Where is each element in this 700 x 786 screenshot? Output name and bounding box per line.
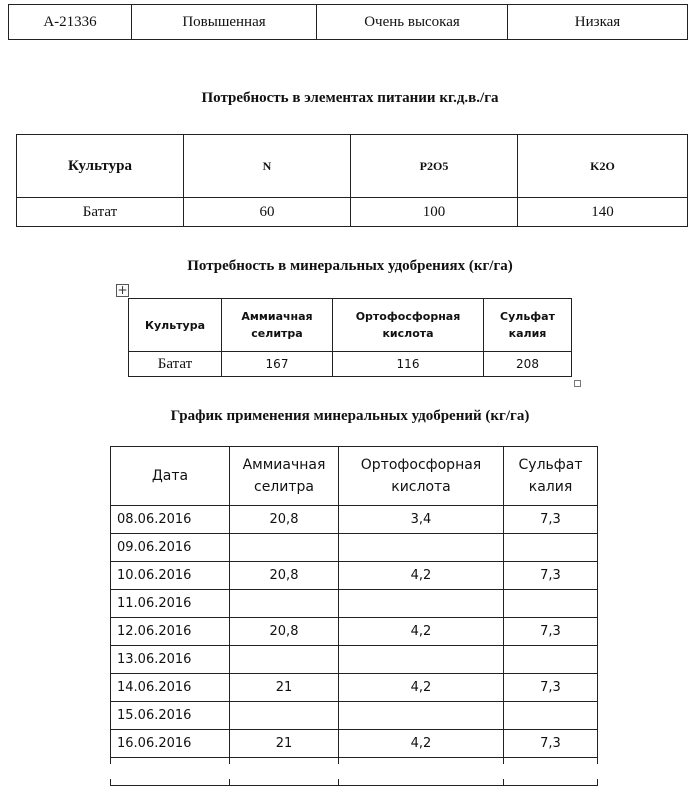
table-resize-handle[interactable] (574, 380, 581, 387)
nutrition-table (16, 134, 688, 227)
table-row (111, 646, 598, 674)
table-cell: 4,2 (339, 618, 504, 646)
table-cell: 4,2 (339, 674, 504, 702)
column-header: P2O5 (351, 135, 518, 198)
column-header: Аммиачная селитра (222, 299, 333, 352)
date-cell: 08.06.2016 (111, 506, 230, 534)
table-row (129, 352, 572, 377)
column-header: Дата (111, 447, 230, 506)
table-move-handle-icon[interactable]: + (117, 283, 128, 297)
table-cell: 7,3 (504, 506, 598, 534)
table-cell (230, 702, 339, 730)
table-cell: Низкая (508, 5, 688, 40)
table-cell (504, 534, 598, 562)
date-cell: 11.06.2016 (111, 590, 230, 618)
date-cell: 15.06.2016 (111, 702, 230, 730)
table-row (111, 702, 598, 730)
table-cell (339, 646, 504, 674)
schedule-title: График применения минеральных удобрений (кг/га) (170, 408, 530, 424)
column-header: Культура (129, 299, 222, 352)
table-cell (504, 646, 598, 674)
column-header: Ортофосфорная кислота (333, 299, 484, 352)
table-cell: 20,8 (230, 506, 339, 534)
column-header: Сульфат калия (504, 447, 598, 506)
nutrition-title: Потребность в элементах питании кг.д.в./га (201, 90, 499, 106)
date-cell: 09.06.2016 (111, 534, 230, 562)
mineral-table (128, 298, 572, 377)
date-cell: 13.06.2016 (111, 646, 230, 674)
table-row (17, 198, 688, 227)
mineral-title: Потребность в минеральных удобрениях (кг/га) (187, 258, 513, 274)
schedule-table (110, 446, 598, 786)
table-header-row (17, 135, 688, 198)
table-row (111, 590, 598, 618)
variety-code-cell: А-21336 (9, 5, 132, 40)
variety-table (8, 4, 688, 40)
table-cell: 100 (351, 198, 518, 227)
column-header: Ортофосфорная кислота (339, 447, 504, 506)
table-cell: 21 (230, 674, 339, 702)
table-cell: 140 (518, 198, 688, 227)
table-cell: 7,3 (504, 674, 598, 702)
table-cell: 4,2 (339, 730, 504, 758)
table-cell (339, 590, 504, 618)
table-cell: Батат (17, 198, 184, 227)
table-cell: 60 (184, 198, 351, 227)
schedule-body (111, 506, 598, 786)
table-cell: 3,4 (339, 506, 504, 534)
table-header-row (111, 447, 598, 506)
table-row (111, 506, 598, 534)
table-row (111, 534, 598, 562)
date-cell: 14.06.2016 (111, 674, 230, 702)
table-cell (230, 534, 339, 562)
table-cell: 167 (222, 352, 333, 377)
table-cell: 208 (484, 352, 572, 377)
table-cell: 116 (333, 352, 484, 377)
table-cell (339, 702, 504, 730)
date-cell: 10.06.2016 (111, 562, 230, 590)
table-row (111, 562, 598, 590)
table-cell: 21 (230, 730, 339, 758)
table-cell: 7,3 (504, 562, 598, 590)
table-cell (504, 702, 598, 730)
table-cell: 7,3 (504, 618, 598, 646)
table-cell: Очень высокая (317, 5, 508, 40)
table-row (111, 730, 598, 758)
table-cell: 4,2 (339, 562, 504, 590)
date-cell: 12.06.2016 (111, 618, 230, 646)
table-cell (230, 590, 339, 618)
page-cutoff (0, 764, 700, 779)
column-header: Аммиачная селитра (230, 447, 339, 506)
date-cell: 16.06.2016 (111, 730, 230, 758)
table-cell: 7,3 (504, 730, 598, 758)
table-row (111, 674, 598, 702)
table-cell (339, 534, 504, 562)
column-header: K2O (518, 135, 688, 198)
column-header: Сульфат калия (484, 299, 572, 352)
column-header: N (184, 135, 351, 198)
table-cell: Повышенная (132, 5, 317, 40)
column-header: Культура (17, 135, 184, 198)
table-row (9, 5, 688, 40)
table-header-row (129, 299, 572, 352)
table-cell (504, 590, 598, 618)
table-row (111, 618, 598, 646)
table-cell: 20,8 (230, 618, 339, 646)
table-cell: 20,8 (230, 562, 339, 590)
table-cell: Батат (129, 352, 222, 377)
table-cell (230, 646, 339, 674)
